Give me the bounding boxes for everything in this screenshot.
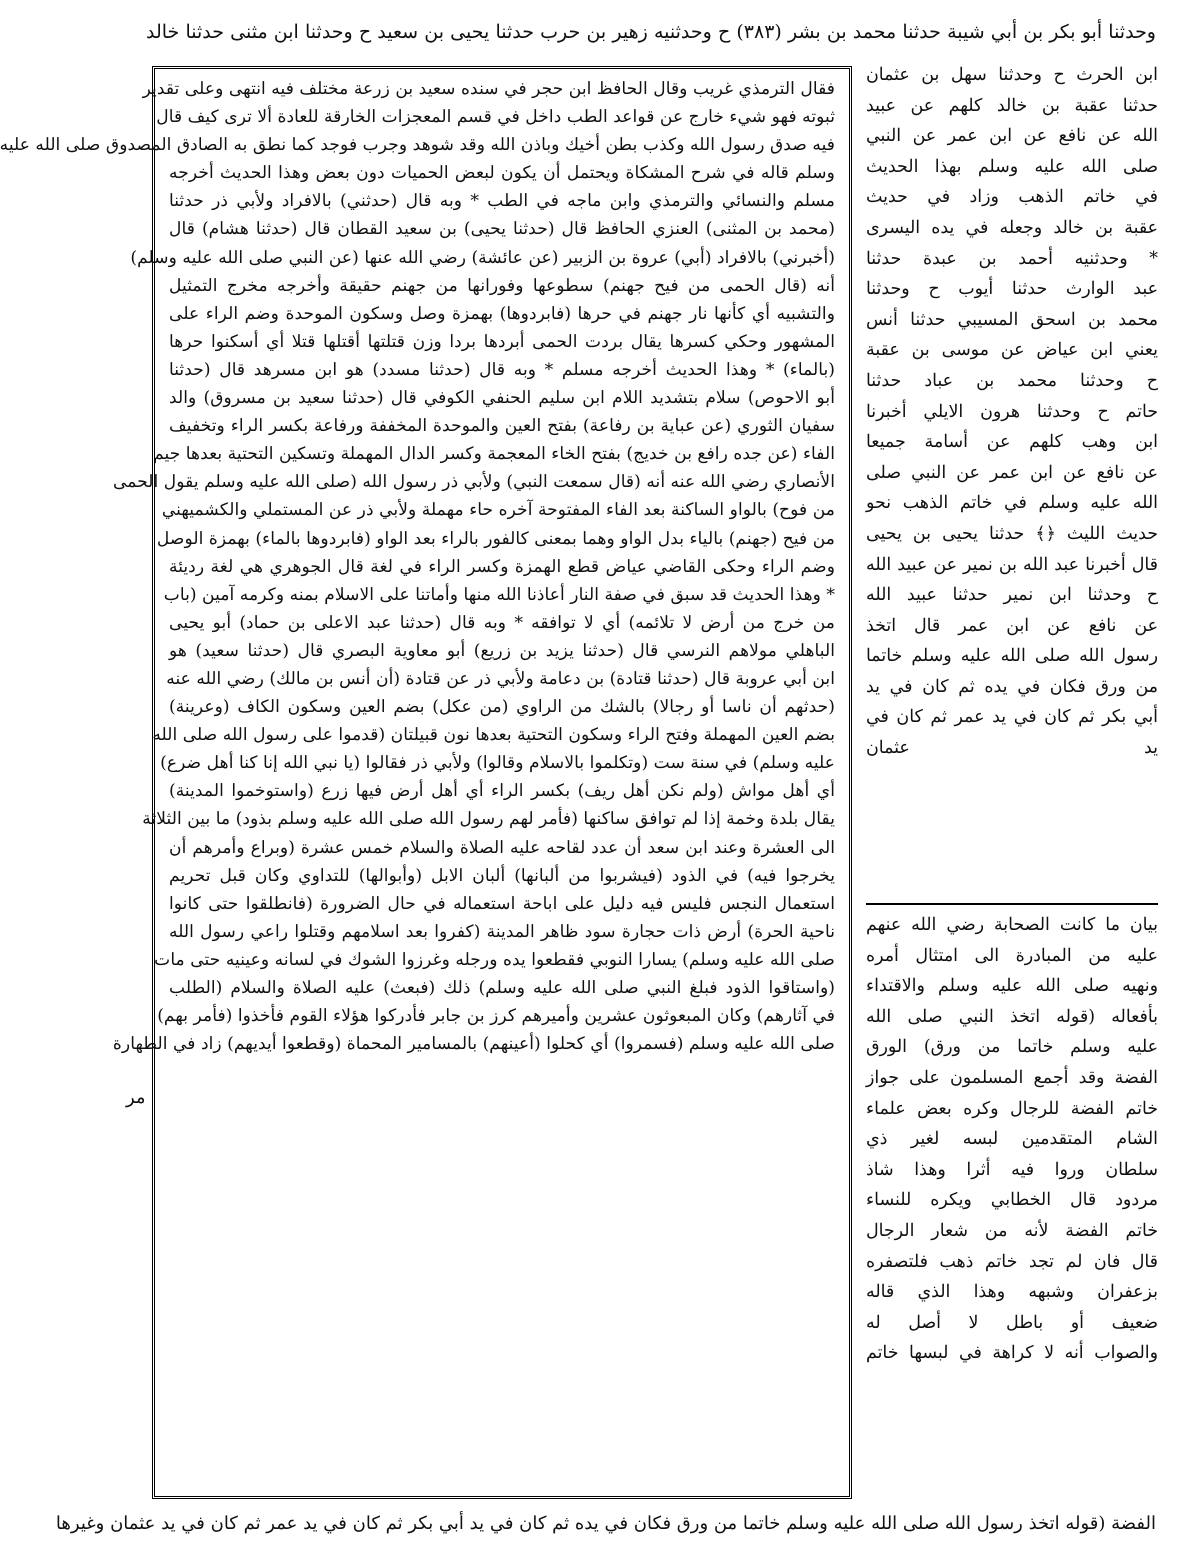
text-line: ثبوته فهو شيء خارج عن قواعد الطب داخل في قسم المعجزات الخارقة للعادة ألا ترى كيف قال xyxy=(156,107,835,128)
text-line: ضعيف أو باطل لا أصل له xyxy=(866,1312,1158,1333)
text-line: يقال بلدة وخمة إذا لم توافق ساكنها (فأمر لهم رسول الله صلى الله عليه وسلم بذود) ما بين الثلاثة xyxy=(142,809,835,830)
hadith-text-top xyxy=(866,60,1158,900)
text-line: بأفعاله (قوله اتخذ النبي صلى الله xyxy=(866,1006,1158,1027)
text-line: يد عثمان xyxy=(866,738,1158,759)
text-line: عليه وسلم خاتما من ورق) الورق xyxy=(866,1037,1158,1058)
text-line: عن نافع عن ابن عمر قال اتخذ xyxy=(866,615,1158,636)
text-line: * وهذا الحديث قد سبق في صفة النار أعاذنا الله منها وأماتنا على الاسلام بمنه وكرمه آمين (باب xyxy=(163,584,835,605)
text-line: بيان ما كانت الصحابة رضي الله عنهم xyxy=(866,915,1158,935)
text-line: ناحية الحرة) أرض ذات حجارة سود ظاهر المدينة (كفروا بعد اسلامهم وقتلوا راعي رسول الله xyxy=(169,921,835,942)
page-header: وحدثنا أبو بكر بن أبي شيبة حدثنا محمد بن بشر (٣٨٣) ح وحدثنيه زهير بن حرب حدثنا يحيى بن سعيد ح وحدثنا ابن مثنى حدثنا خالد xyxy=(146,21,1156,43)
text-line: الفضة وقد أجمع المسلمون على جواز xyxy=(866,1067,1158,1088)
text-line: قال فان لم تجد خاتم ذهب فلتصفره xyxy=(866,1251,1158,1272)
text-line: الباهلي مولاهم النرسي قال (حدثنا يزيد بن زريع) أبو معاوية البصري قال (حدثنا سعيد) هو xyxy=(169,640,835,661)
text-line: ابن وهب كلهم عن أسامة جميعا xyxy=(866,432,1158,453)
text-line: في خاتم الذهب وزاد في حديث xyxy=(866,187,1158,208)
text-line: الأنصاري رضي الله عنه أنه (قال سمعت النبي) ولأبي ذر رسول الله (صلى الله عليه وسلم يقول الحمى xyxy=(112,472,835,493)
text-line: ح وحدثنا محمد بن عباد حدثنا xyxy=(866,370,1158,391)
text-line: مردود قال الخطابي ويكره للنساء xyxy=(866,1190,1158,1211)
text-line: فيه صدق رسول الله وكذب بطن أخيك وباذن الله وقد شوهد وجرب فوجد كما نطق به الصادق المصدوق صلى الله عليه xyxy=(0,135,835,156)
text-line: صلى الله عليه وسلم) يسارا النوبي فقطعوا يده ورجله وغرزوا الشوك في لسانه وعينيه حتى مات xyxy=(154,949,835,970)
text-line: والصواب أنه لا كراهة في لبسها خاتم xyxy=(866,1343,1158,1364)
text-line: خاتم الفضة لأنه من شعار الرجال xyxy=(866,1220,1158,1241)
text-line: محمد بن اسحق المسيبي حدثنا أنس xyxy=(866,309,1158,330)
text-line: الله عن نافع عن ابن عمر عن النبي xyxy=(866,126,1158,147)
text-line: بزعفران وشبهه وهذا الذي قاله xyxy=(866,1282,1158,1303)
column-divider xyxy=(866,903,1158,905)
text-line: خاتم الفضة للرجال وكره بعض علماء xyxy=(866,1098,1158,1119)
text-line: (بالماء) * وهذا الحديث أخرجه مسلم * وبه قال (حدثنا مسدد) هو ابن مسرهد قال (حدثنا xyxy=(169,359,835,380)
text-line: صلى الله عليه وسلم بهذا الحديث xyxy=(866,156,1158,177)
commentary-box xyxy=(0,66,852,1499)
text-line: صلى الله عليه وسلم (فسمروا) أي كحلوا (أعينهم) بالمسامير المحماة (وقطعوا أيديهم) زاد في الطهارة xyxy=(112,1034,835,1055)
text-line: والتشبيه أي كأنها نار جهنم في حرها (فابردوها) بهمزة وصل وسكون الموحدة وضم الراء على xyxy=(169,303,835,324)
text-line: عليه وسلم) في سنة ست (وتكلموا بالاسلام وقالوا) ولأبي ذر فقالوا (يا نبي الله إنا كنا أهل ضرع) xyxy=(160,753,835,774)
text-line: حاتم ح وحدثنا هرون الايلي أخبرنا xyxy=(866,401,1158,422)
text-line: أبي بكر ثم كان في يد عمر ثم كان في xyxy=(866,707,1158,728)
text-line: الشام المتقدمين لبسه لغير ذي xyxy=(866,1129,1158,1150)
text-line: رسول الله صلى الله عليه وسلم خاتما xyxy=(866,646,1158,667)
margin-mark: مر xyxy=(126,1087,146,1108)
page-footer: الفضة (قوله اتخذ رسول الله صلى الله عليه وسلم خاتما من ورق فكان في يده ثم كان في يد أبي بكر ثم كان في يد عمر ثم كان في يد عثمان وغيرها xyxy=(55,1513,1156,1534)
text-line: بضم العين المهملة وفتح الراء وسكون التحتية بعدها نون قبيلتان (قدموا على رسول الله صلى الله xyxy=(152,725,835,746)
text-line: ابن أبي عروبة قال (حدثنا قتادة) بن دعامة ولأبي ذر عن قتادة (أن أنس بن مالك) رضي الله عنه xyxy=(166,668,835,689)
text-line: من فيح (جهنم) بالياء بدل الواو وهما بمعنى كالفور بالراء بعد الواو (فابردوها بالماء) بهمزة الوصل xyxy=(156,528,835,549)
text-line: الله عليه وسلم في خاتم الذهب نحو xyxy=(866,493,1158,514)
text-line: الى العشرة وعند ابن سعد أن عدد لقاحه عليه الصلاة والسلام خمس عشرة (وبراع وأمرهم أن xyxy=(169,837,835,858)
text-line: (حدثهم أن ناسا أو رجالا) بالشك من الراوي (من عكل) بضم العين وسكون الكاف (وعرينة) xyxy=(169,697,835,718)
text-line: ابن الحرث ح وحدثنا سهل بن عثمان xyxy=(866,65,1158,85)
text-line: حدثنا عقبة بن خالد كلهم عن عبيد xyxy=(866,95,1158,116)
text-line: مسلم والنسائي والترمذي وابن ماجه في الطب * وبه قال (حدثني) بالافراد ولأبي ذر حدثنا xyxy=(169,191,835,212)
text-line: من خرج من أرض لا تلائمه) أي لا توافقه * وبه قال (حدثنا عبد الاعلى بن حماد) أبو يحيى xyxy=(169,612,835,633)
text-line: * وحدثنيه أحمد بن عبدة حدثنا xyxy=(866,248,1158,269)
text-line: (واستاقوا الذود فبلغ النبي صلى الله عليه وسلم) ذلك (فبعث) عليه الصلاة والسلام (الطلب xyxy=(169,978,835,998)
text-line: (محمد بن المثنى) العنزي الحافظ قال (حدثنا يحيى) بن سعيد القطان قال (حدثنا هشام) قال xyxy=(169,219,835,240)
text-line: ح وحدثنا ابن نمير حدثنا عبيد الله xyxy=(866,585,1158,606)
text-line: أنه (قال الحمى من فيح جهنم) سطوعها وفورانها من جهنم حقيقة وأخرجه مخرج التمثيل xyxy=(169,275,835,296)
text-line: عقبة بن خالد وجعله في يده اليسرى xyxy=(866,217,1158,238)
text-line: عبد الوارث حدثنا أيوب ح وحدثنا xyxy=(866,279,1158,300)
text-line: عن نافع عن ابن عمر عن النبي صلى xyxy=(866,462,1158,483)
text-line: قال أخبرنا عبد الله بن نمير عن عبيد الله xyxy=(866,554,1158,575)
text-line: ونهيه صلى الله عليه وسلم والاقتداء xyxy=(866,976,1158,997)
text-line: المشهور وحكي كسرها يقال بردت الحمى أبردها بردا وزن قتلتها أقتلها قتلا أي أسكنوا حرها xyxy=(169,331,835,352)
text-line: حديث الليث ﴿﴾ حدثنا يحيى بن يحيى xyxy=(866,523,1158,544)
text-line: يعني ابن عياض عن موسى بن عقبة xyxy=(866,340,1158,361)
text-line: يخرجوا فيه) في الذود (فيشربوا من ألبانها) ألبان الابل (وأبوالها) للتداوي وكان قبل تحريم xyxy=(169,865,835,886)
text-line: وضم الراء وحكى القاضي عياض قطع الهمزة وكسر الراء في لغة قال الجوهري هي لغة رديئة xyxy=(169,556,836,577)
text-line: من فوح) بالواو الساكنة بعد الفاء المفتوحة آخره حاء مهملة ولأبي ذر عن المستملي والكشميهني xyxy=(161,500,835,521)
text-line: استعمال النجس فليس فيه دليل على اباحة استعماله في حال الضرورة (فانطلقوا حتى كانوا xyxy=(169,893,835,914)
text-line: سفيان الثوري (عن عباية بن رفاعة) بفتح العين والموحدة المخففة ورفاعة بكسر الراء وتخفيف xyxy=(169,416,835,437)
text-line: (أخبرني) بالافراد (أبي) عروة بن الزبير (عن عائشة) رضي الله عنها (عن النبي صلى الله عليه وسلم) xyxy=(130,247,835,268)
text-line: وسلم قاله في شرح المشكاة ويحتمل أن يكون لبعض الحميات دون بعض وهذا الحديث أخرجه xyxy=(169,163,835,184)
text-line: أبو الاحوص) سلام بتشديد اللام ابن سليم الحنفي الكوفي قال (حدثنا سعيد بن مسروق) والد xyxy=(169,388,835,409)
text-line: من ورق فكان في يده ثم كان في يد xyxy=(866,676,1158,697)
text-line: عليه من المبادرة الى امتثال أمره xyxy=(866,945,1158,966)
hadith-commentary-side xyxy=(866,910,1158,1510)
text-line: الفاء (عن جده رافع بن خديج) بفتح الخاء المعجمة وكسر الدال المهملة وتسكين التحتية بعدها جيم xyxy=(153,444,835,465)
text-line: سلطان وروا فيه أثرا وهذا شاذ xyxy=(866,1159,1158,1180)
text-line: فقال الترمذي غريب وقال الحافظ ابن حجر في سنده سعيد بن زرعة مختلف فيه انتهى وعلى تقدير xyxy=(142,79,835,99)
text-line: أي أهل مواش (ولم نكن أهل ريف) بكسر الراء أي أهل أرض فيها زرع (واستوخموا المدينة) xyxy=(169,781,835,802)
text-line: في آثارهم) وكان المبعوثون عشرين وأميرهم كرز بن جابر فأدركوا هؤلاء القوم فأخذوا (فأمر بهم) xyxy=(157,1006,835,1027)
